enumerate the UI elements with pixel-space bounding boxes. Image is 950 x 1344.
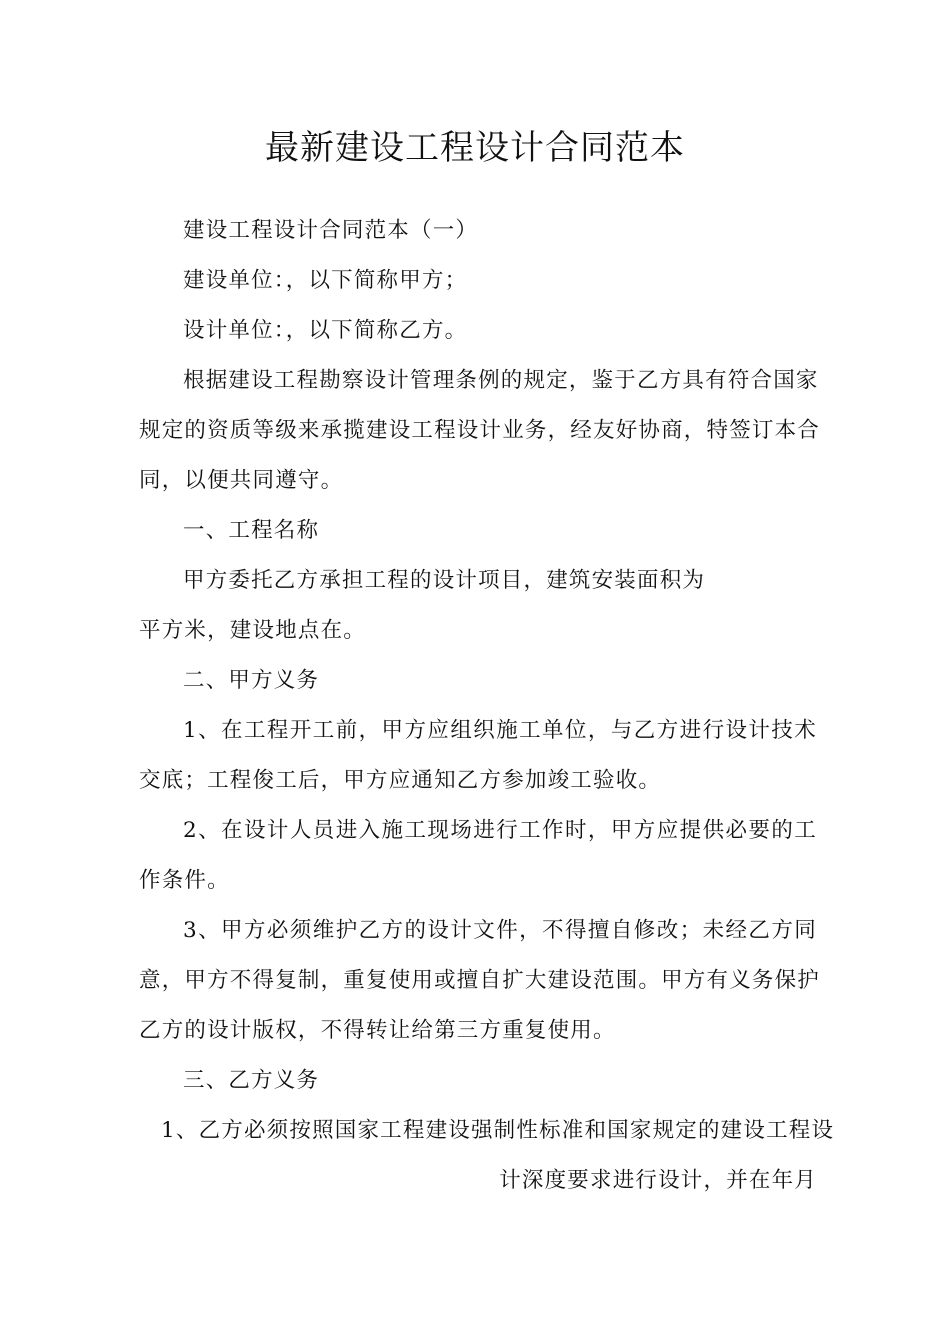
clause-line: 2、在设计人员进入施工现场进行工作时，甲方应提供必要的工 — [183, 818, 817, 843]
clause-line: 意，甲方不得复制，重复使用或擅自扩大建设范围。甲方有义务保护 — [139, 968, 821, 993]
paragraph-line: 同，以便共同遵守。 — [139, 468, 344, 493]
clause-line: 3、甲方必须维护乙方的设计文件，不得擅自修改；未经乙方同 — [183, 918, 817, 943]
clause-line: 计深度要求进行设计，并在年月 — [499, 1168, 817, 1193]
party-b-line: 设计单位：，以下简称乙方。 — [183, 318, 468, 343]
clause-line: 1、在工程开工前，甲方应组织施工单位，与乙方进行设计技术 — [183, 718, 817, 743]
document-title: 最新建设工程设计合同范本 — [265, 128, 685, 168]
section-heading-party-a-duties: 二、甲方义务 — [183, 668, 320, 693]
clause-line: 作条件。 — [139, 868, 230, 893]
paragraph-line: 甲方委托乙方承担工程的设计项目，建筑安装面积为 — [183, 568, 706, 593]
clause-line: 乙方的设计版权，不得转让给第三方重复使用。 — [139, 1018, 616, 1043]
section-heading-sample-one: 建设工程设计合同范本（一） — [183, 218, 479, 243]
paragraph-line: 平方米，建设地点在。 — [139, 618, 367, 643]
party-a-line: 建设单位：，以下简称甲方； — [183, 268, 468, 293]
clause-line: 交底；工程俊工后，甲方应通知乙方参加竣工验收。 — [139, 768, 662, 793]
section-heading-party-b-duties: 三、乙方义务 — [183, 1068, 320, 1093]
paragraph-line: 根据建设工程勘察设计管理条例的规定，鉴于乙方具有符合国家 — [183, 368, 819, 393]
paragraph-line: 规定的资质等级来承揽建设工程设计业务，经友好协商，特签订本合 — [139, 418, 821, 443]
section-heading-project-name: 一、工程名称 — [183, 518, 320, 543]
clause-line: 1、乙方必须按照国家工程建设强制性标准和国家规定的建设工程设 — [161, 1118, 835, 1143]
